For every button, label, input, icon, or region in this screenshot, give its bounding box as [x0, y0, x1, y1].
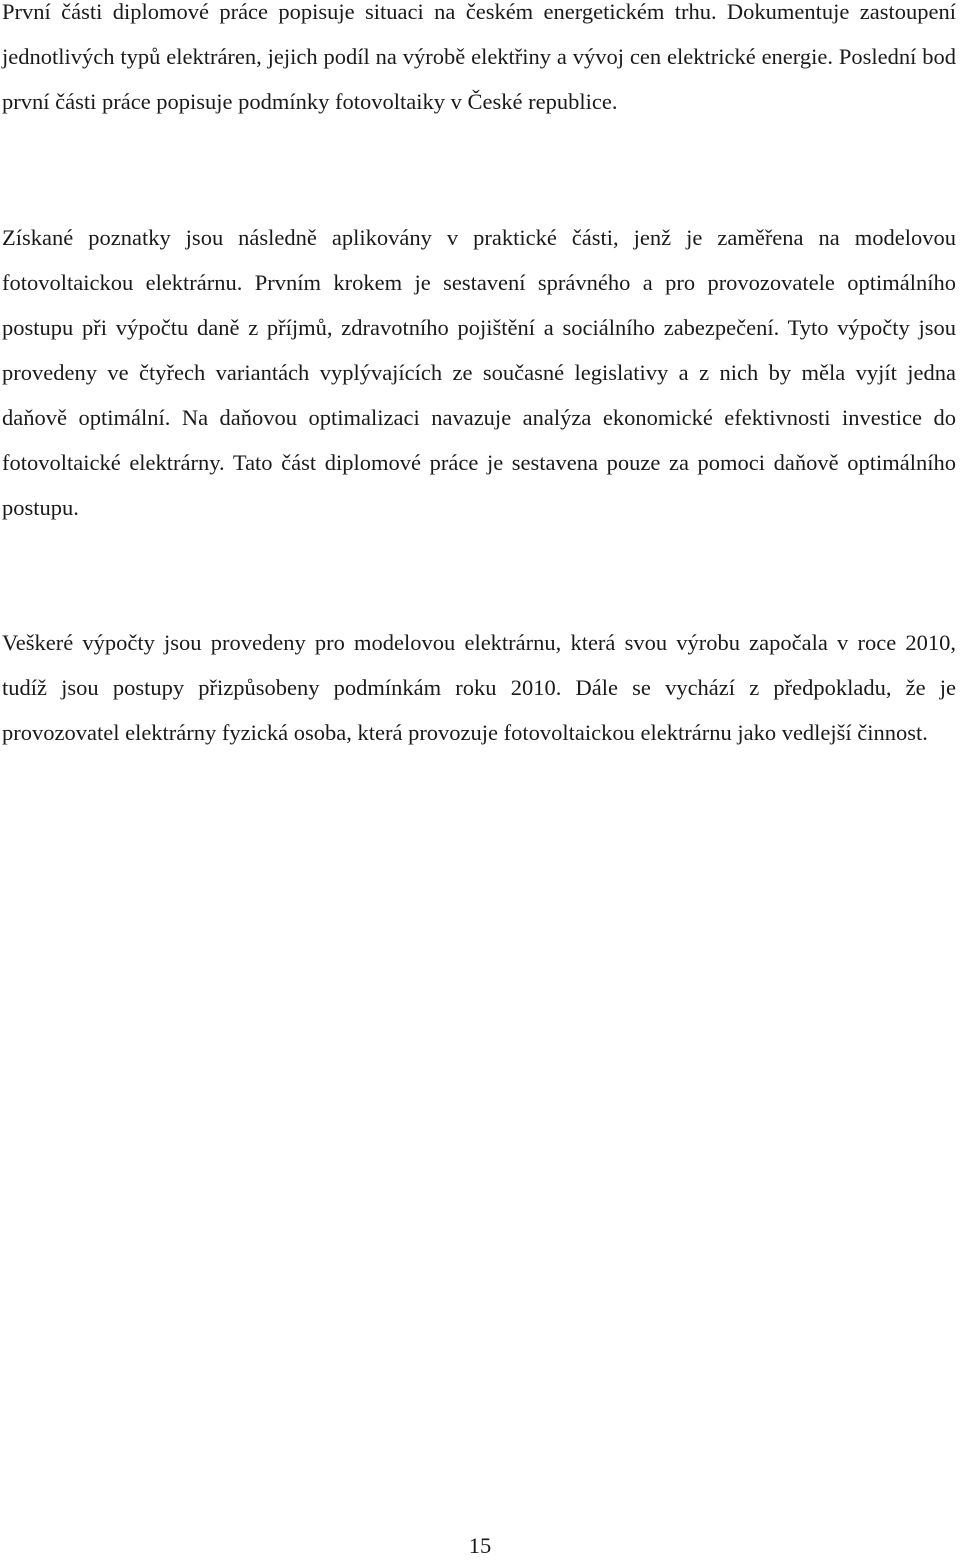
body-paragraph: Získané poznatky jsou následně aplikovány v praktické části, jenž je zaměřena na modelovou fotovoltaickou elektrárnu. Prvním krokem je sestavení správného a pro provozovatele optimálního postupu při výpočtu daně z příjmů, zdravotního pojištění a sociálního zabezpečení. Tyto výpočty jsou provedeny ve čtyřech variantách vyplývajících ze současné legislativy a z nich by měla vyjít jedna daňově optimální. Na daňovou optimalizaci navazuje analýza ekonomické efektivnosti investice do fotovoltaické elektrárny. Tato část diplomové práce je sestavena pouze za pomoci daňově optimálního postupu. [2, 225, 956, 520]
body-paragraph: Veškeré výpočty jsou provedeny pro modelovou elektrárnu, která svou výrobu započala v roce 2010, tudíž jsou postupy přizpůsobeny podmínkám roku 2010. Dále se vychází z předpokladu, že je provozovatel elektrárny fyzická osoba, která provozuje fotovoltaickou elektrárnu jako vedlejší činnost. [2, 630, 956, 745]
body-paragraph: První části diplomové práce popisuje situaci na českém energetickém trhu. Dokumentuje zastoupení jednotlivých typů elektráren, jejich podíl na výrobě elektřiny a vývoj cen elektrické energie. Poslední bod první části práce popisuje podmínky fotovoltaiky v České republice. [2, 0, 956, 114]
page-number: 15 [468, 1533, 492, 1558]
